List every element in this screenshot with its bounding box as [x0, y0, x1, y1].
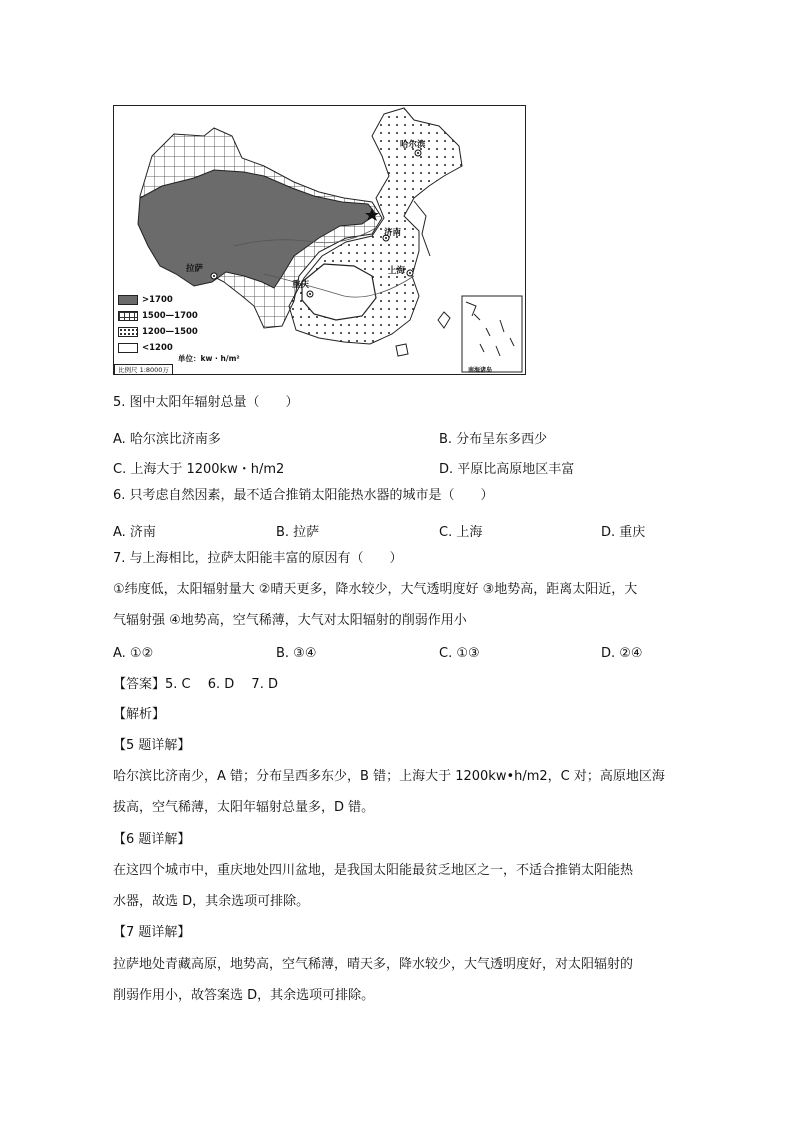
city-jinan: 济南 — [384, 228, 402, 238]
q7-detail-line: 削弱作用小，故答案选 D，其余选项可排除。 — [113, 988, 375, 1003]
legend-swatch-dark — [118, 295, 138, 305]
q6-option-c: C. 上海 — [439, 525, 483, 540]
region-below-1200 — [302, 264, 376, 320]
city-harbin: 哈尔滨 — [400, 140, 426, 150]
q5-option-c: C. 上海大于 1200kw・h/m2 — [113, 462, 285, 477]
map-legend — [118, 292, 198, 356]
q5-option-d: D. 平原比高原地区丰富 — [439, 462, 575, 477]
q6-detail-line: 水器，故选 D，其余选项可排除。 — [113, 894, 310, 909]
q6-stem: 6. 只考虑自然因素，最不适合推销太阳能热水器的城市是（ ） — [113, 488, 494, 503]
answer-line: 【答案】5. C 6. D 7. D — [113, 677, 278, 692]
q7-option-c: C. ①③ — [439, 646, 480, 661]
inset-label: 南海诸岛 — [468, 367, 493, 374]
analysis-heading: 【解析】 — [113, 707, 166, 722]
legend-swatch-dots — [118, 327, 138, 337]
q7-detail-line: 拉萨地处青藏高原，地势高，空气稀薄，晴天多，降水较少，大气透明度好，对太阳辐射的 — [113, 957, 634, 972]
q5-detail-line: 拔高，空气稀薄，太阳年辐射总量多，D 错。 — [113, 800, 375, 815]
legend-item: 1200—1500 — [118, 324, 198, 340]
map-unit: 单位：kw · h/m² — [178, 354, 240, 363]
q6-option-b: B. 拉萨 — [276, 525, 320, 540]
q7-stem: 7. 与上海相比，拉萨太阳能丰富的原因有（ ） — [113, 551, 403, 566]
q6-detail-line: 在这四个城市中，重庆地处四川盆地，是我国太阳能最贫乏地区之一，不适合推销太阳能热 — [113, 863, 634, 878]
legend-item: >1700 — [118, 292, 198, 308]
q7-option-d: D. ②④ — [601, 646, 643, 661]
q6-detail-heading: 【6 题详解】 — [113, 832, 191, 847]
q6-option-a: A. 济南 — [113, 525, 156, 540]
city-chongqing: 重庆 — [292, 280, 310, 290]
city-shanghai: 上海 — [388, 266, 406, 276]
legend-swatch-grid — [118, 311, 138, 321]
legend-item: <1200 — [118, 340, 198, 356]
legend-item: 1500—1700 — [118, 308, 198, 324]
q7-option-a: A. ①② — [113, 646, 154, 661]
q5-option-a: A. 哈尔滨比济南多 — [113, 432, 221, 447]
q7-statement-line: ①纬度低，太阳辐射量大 ②晴天更多，降水较少，大气透明度好 ③地势高，距离太阳近，大 — [113, 582, 638, 597]
q5-stem: 5. 图中太阳年辐射总量（ ） — [113, 395, 299, 410]
q6-option-d: D. 重庆 — [601, 525, 646, 540]
legend-swatch-blank — [118, 343, 138, 353]
solar-radiation-map — [113, 105, 526, 375]
q7-detail-heading: 【7 题详解】 — [113, 925, 191, 940]
q5-option-b: B. 分布呈东多西少 — [439, 432, 548, 447]
map-scale: 比例尺 1:8000万 — [114, 364, 173, 375]
q7-statement-line: 气辐射强 ④地势高，空气稀薄，大气对太阳辐射的削弱作用小 — [113, 613, 467, 628]
q7-option-b: B. ③④ — [276, 646, 317, 661]
city-lhasa: 拉萨 — [186, 264, 204, 274]
q5-detail-heading: 【5 题详解】 — [113, 738, 191, 753]
q5-detail-line: 哈尔滨比济南少，A 错；分布呈西多东少，B 错；上海大于 1200kw•h/m2，C 对；高原地区海 — [113, 769, 665, 784]
